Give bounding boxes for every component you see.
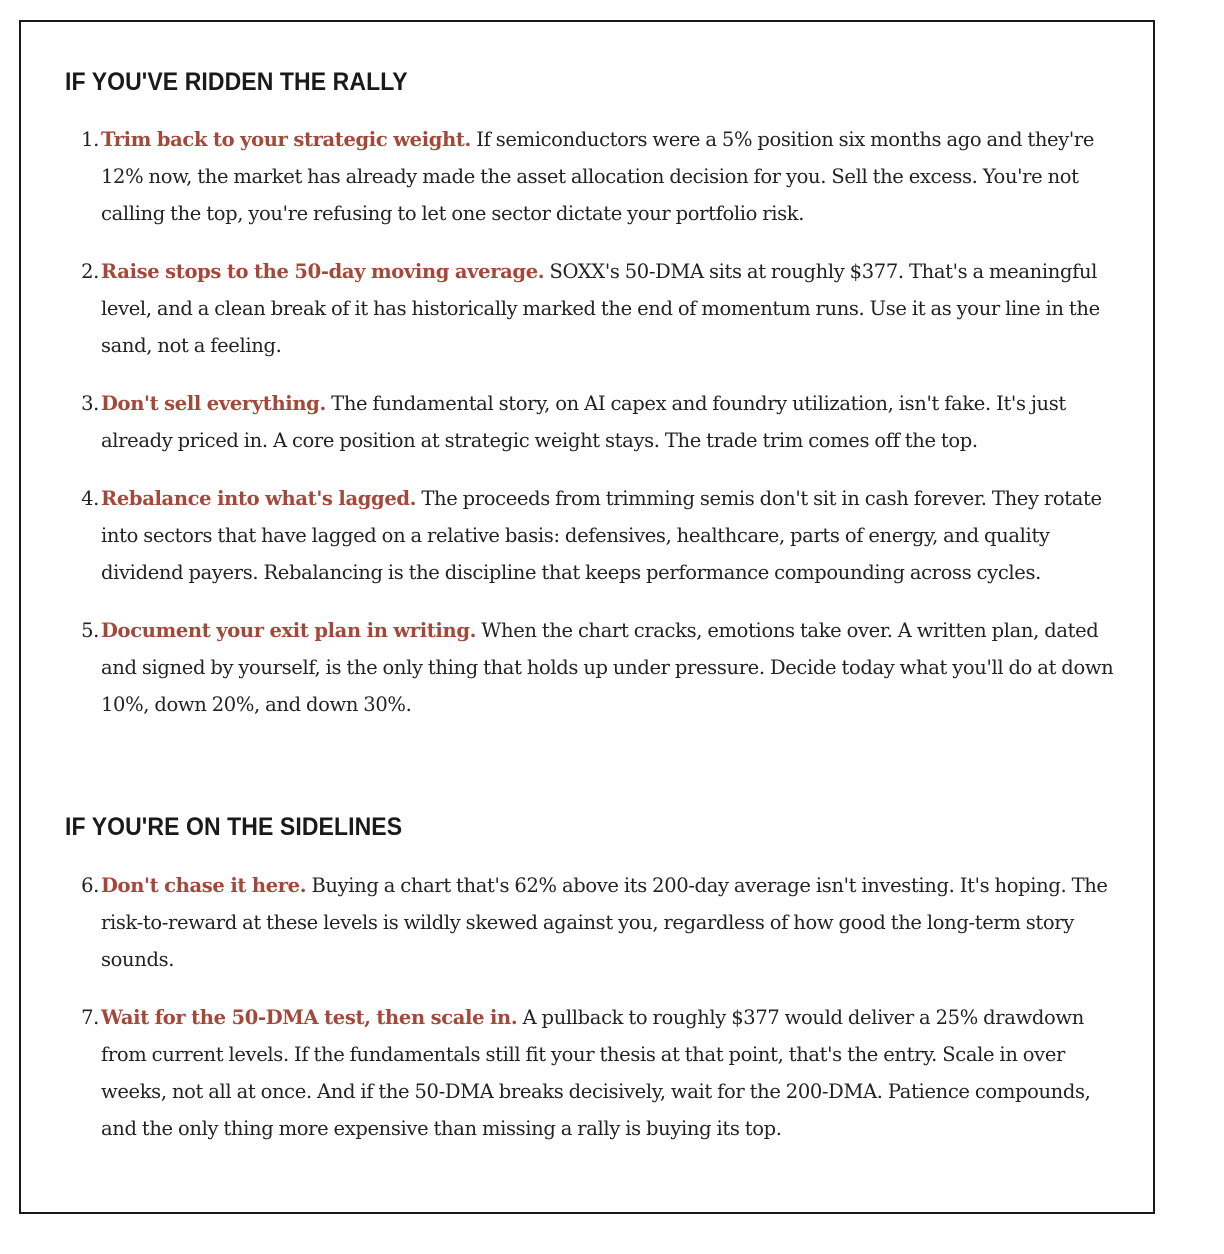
tip-item bbox=[21, 612, 1131, 723]
tip-body: If semiconductors were a 5% position six months ago and they're 12% now, the market has already made the asset allocation decision for you. Sell the excess. You're not calling the top, you're refusing to let one sector dictate your portfolio risk. bbox=[101, 128, 1095, 225]
tip-title: Don't sell everything. bbox=[101, 392, 326, 415]
tip-body: The proceeds from trimming semis don't sit in cash forever. They rotate into sectors that have lagged on a relative basis: defensives, healthcare, parts of energy, and quality dividend payers. Rebalancing is the discipline that keeps performance compounding across cycles. bbox=[101, 487, 1102, 584]
tip-number: 1. bbox=[81, 128, 99, 151]
tip-item bbox=[21, 385, 1131, 459]
tip-number: 4. bbox=[81, 487, 99, 510]
tip-title: Trim back to your strategic weight. bbox=[101, 128, 471, 151]
tip-body: The fundamental story, on AI capex and foundry utilization, isn't fake. It's just already priced in. A core position at strategic weight stays. The trade trim comes off the top. bbox=[101, 392, 1066, 452]
tip-number: 7. bbox=[81, 1006, 99, 1029]
section-heading-sidelines: IF YOU'RE ON THE SIDELINES bbox=[65, 813, 403, 841]
tip-body: When the chart cracks, emotions take over. A written plan, dated and signed by yourself, is the only thing that holds up under pressure. Decide today what you'll do at down 10%, down 20%, and down 30%. bbox=[101, 619, 1114, 716]
tips-list-sidelines bbox=[21, 867, 1121, 1168]
tip-body: A pullback to roughly $377 would deliver a 25% drawdown from current levels. If the fundamentals still fit your thesis at that point, that's the entry. Scale in over weeks, not all at once. And if the 50-DMA breaks decisively, wait for the 200-DMA. Patience compounds, and the only thing more expensive than missing a rally is buying its top. bbox=[101, 1006, 1091, 1140]
tip-title: Document your exit plan in writing. bbox=[101, 619, 477, 642]
tip-number: 5. bbox=[81, 619, 99, 642]
tip-number: 6. bbox=[81, 874, 99, 897]
tip-title: Don't chase it here. bbox=[101, 874, 307, 897]
section-heading-rally: IF YOU'VE RIDDEN THE RALLY bbox=[65, 68, 408, 96]
tip-item bbox=[21, 253, 1131, 364]
tip-item bbox=[21, 121, 1131, 232]
tip-title: Wait for the 50-DMA test, then scale in. bbox=[101, 1006, 518, 1029]
tip-body: SOXX's 50-DMA sits at roughly $377. That's a meaningful level, and a clean break of it has historically marked the end of momentum runs. Use it as your line in the sand, not a feeling. bbox=[101, 260, 1100, 357]
tip-title: Raise stops to the 50-day moving average. bbox=[101, 260, 545, 283]
article-box bbox=[19, 20, 1155, 1214]
tip-number: 2. bbox=[81, 260, 99, 283]
tip-item bbox=[21, 867, 1131, 978]
tip-title: Rebalance into what's lagged. bbox=[101, 487, 417, 510]
tip-item bbox=[21, 999, 1131, 1147]
tips-list-rally bbox=[21, 121, 1121, 744]
tip-number: 3. bbox=[81, 392, 99, 415]
tip-body: Buying a chart that's 62% above its 200-day average isn't investing. It's hoping. The risk-to-reward at these levels is wildly skewed against you, regardless of how good the long-term story sounds. bbox=[101, 874, 1108, 971]
tip-item bbox=[21, 480, 1131, 591]
